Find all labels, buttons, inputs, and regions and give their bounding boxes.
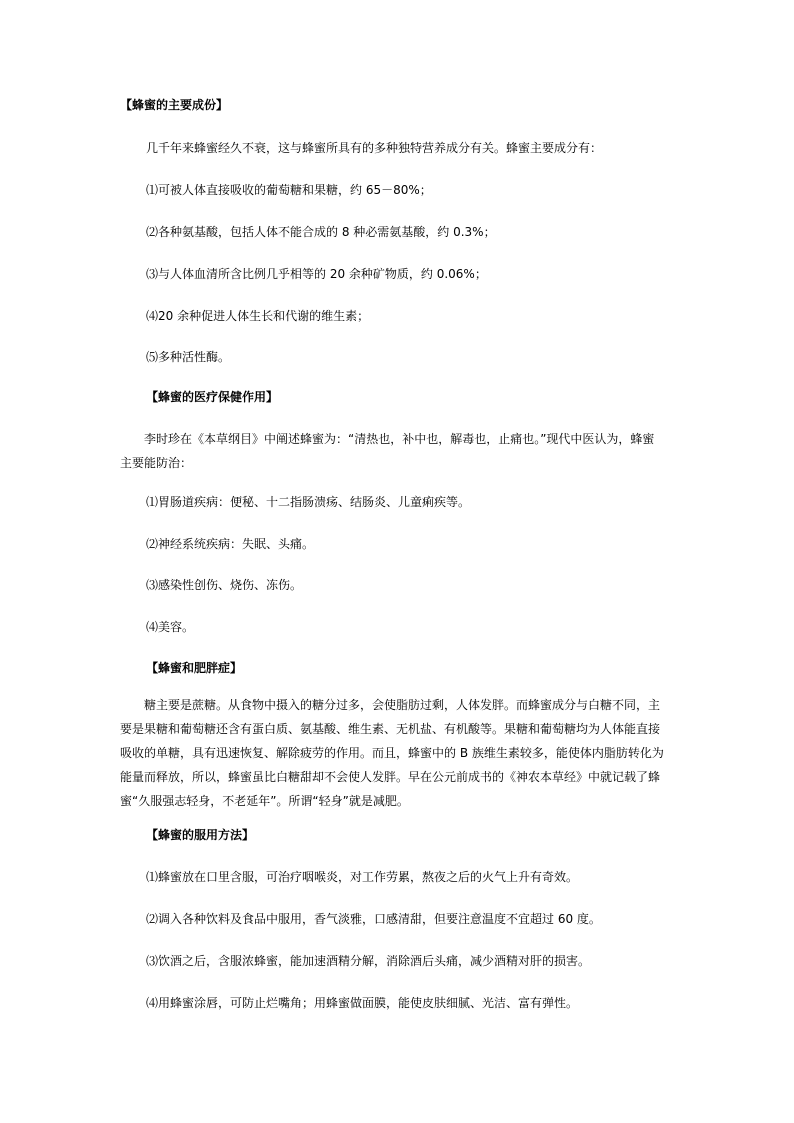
- composition-item-5: ⑸多种活性酶。: [146, 350, 231, 364]
- composition-item-4: ⑷20 余种促进人体生长和代谢的维生素；: [146, 309, 370, 323]
- medical-intro: 李时珍在《本草纲目》中阐述蜂蜜为：“清热也，补中也，解毒也，止痛也。”现代中医认为，蜂蜜主要能防治：: [120, 432, 655, 470]
- composition-intro: 几千年来蜂蜜经久不衰，这与蜂蜜所具有的多种独特营养成分有关。蜂蜜主要成分有：: [146, 141, 603, 155]
- medical-item-1: ⑴胃肠道疾病：便秘、十二指肠溃疡、结肠炎、儿童痢疾等。: [146, 495, 471, 509]
- medical-item-3: ⑶感染性创伤、烧伤、冻伤。: [146, 578, 303, 592]
- composition-item-1: ⑴可被人体直接吸收的葡萄糖和果糖，约 65－80%；: [146, 183, 432, 197]
- section-heading-composition: 【蜂蜜的主要成份】: [120, 98, 229, 112]
- usage-item-2: ⑵调入各种饮料及食品中服用，香气淡雅，口感清甜，但要注意温度不宜超过 60 度。: [146, 912, 601, 926]
- section-heading-medical: 【蜂蜜的医疗保健作用】: [146, 390, 279, 404]
- obesity-body: 糖主要是蔗糖。从食物中摄入的糖分过多，会使脂肪过剩，人体发胖。而蜂蜜成分与白糖不同，主要是果糖和葡萄糖还含有蛋白质、氨基酸、维生素、无机盐、有机酸等。果糖和葡萄糖均为人体能直接吸收的单糖，具有迅速恢复、解除疲劳的作用。而且，蜂蜜中的 B 族维生素较多，能使体内脂肪转化为能量而释放，所以，蜂蜜虽比白糖甜却不会使人发胖。早在公元前成书的《神农本草经》中就记载了蜂蜜“久服强志轻身，不老延年”。所谓“轻身”就是减肥。: [120, 698, 664, 808]
- composition-item-2: ⑵各种氨基酸，包括人体不能合成的 8 种必需氨基酸，约 0.3%；: [146, 225, 496, 239]
- section-heading-obesity: 【蜂蜜和肥胖症】: [146, 661, 243, 675]
- usage-item-4: ⑷用蜂蜜涂唇，可防止烂嘴角；用蜂蜜做面膜，能使皮肤细腻、光洁、富有弹性。: [146, 996, 579, 1010]
- section-heading-usage: 【蜂蜜的服用方法】: [146, 828, 255, 842]
- composition-item-3: ⑶与人体血清所含比例几乎相等的 20 余种矿物质，约 0.06%；: [146, 267, 487, 281]
- medical-item-2: ⑵神经系统疾病：失眠、头痛。: [146, 537, 315, 551]
- usage-item-1: ⑴蜂蜜放在口里含服，可治疗咽喉炎，对工作劳累，熬夜之后的火气上升有奇效。: [146, 870, 579, 884]
- medical-item-4: ⑷美容。: [146, 620, 195, 634]
- usage-item-3: ⑶饮酒之后，含服浓蜂蜜，能加速酒精分解，消除酒后头痛，减少酒精对肝的损害。: [146, 954, 591, 968]
